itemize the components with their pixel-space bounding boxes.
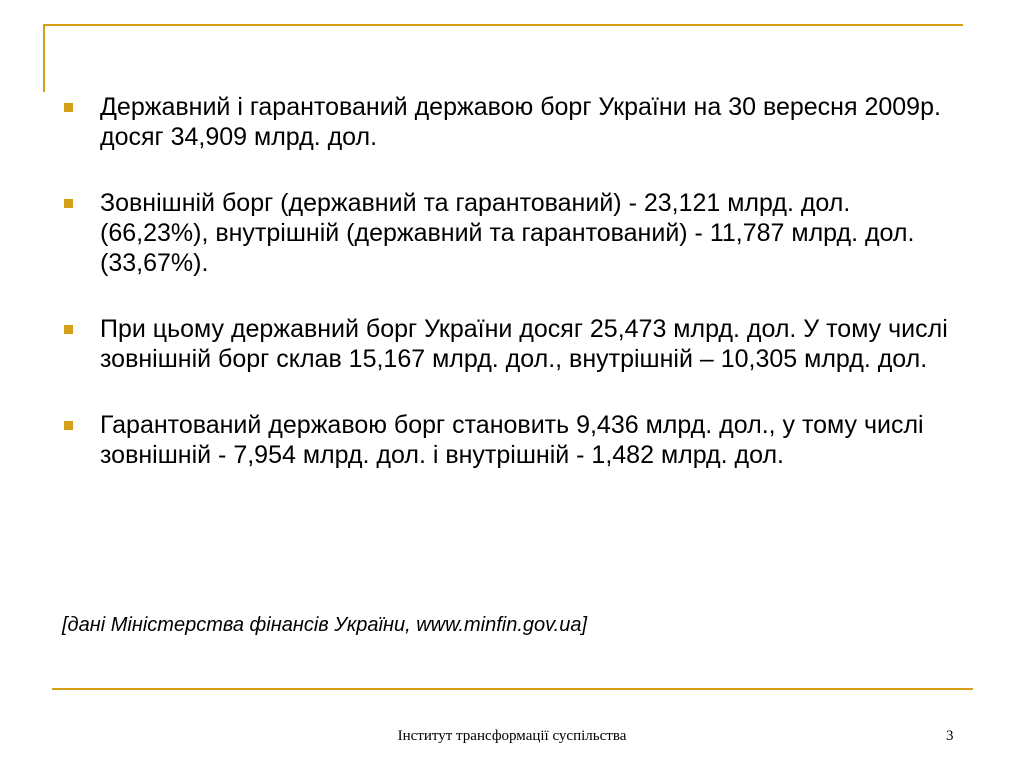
- bullet-list: [64, 92, 964, 506]
- square-bullet-icon: [64, 103, 73, 112]
- bullet-item-guaranteed-debt: [64, 410, 964, 470]
- square-bullet-icon: [64, 199, 73, 208]
- bullet-text: При цьому державний борг України досяг 25,473 млрд. дол. У тому числі зовнішній борг склав 15,167 млрд. дол., внутрішній – 10,305 млрд. дол.: [100, 315, 948, 373]
- decorative-frame-top: [43, 24, 963, 26]
- page-number: 3: [946, 728, 954, 744]
- bullet-item-total-debt: [64, 92, 964, 152]
- bullet-item-external-internal-debt: [64, 188, 964, 278]
- bullet-item-state-debt: [64, 314, 964, 374]
- square-bullet-icon: [64, 421, 73, 430]
- square-bullet-icon: [64, 325, 73, 334]
- bullet-text: Гарантований державою борг становить 9,436 млрд. дол., у тому числі зовнішній - 7,954 млрд. дол. і внутрішній - 1,482 млрд. дол.: [100, 411, 924, 469]
- footer-institute-name: Інститут трансформації суспільства: [397, 728, 627, 744]
- source-note: [дані Міністерства фінансів України, www.minfin.gov.ua]: [62, 614, 588, 636]
- decorative-frame-vertical: [43, 24, 45, 92]
- bullet-text: Державний і гарантований державою борг України на 30 вересня 2009р. досяг 34,909 млрд. дол.: [100, 93, 941, 151]
- bullet-text: Зовнішній борг (державний та гарантований) - 23,121 млрд. дол. (66,23%), внутрішній (державний та гарантований) - 11,787 млрд. дол. (33,67%).: [100, 189, 915, 277]
- footer-divider: [52, 688, 973, 690]
